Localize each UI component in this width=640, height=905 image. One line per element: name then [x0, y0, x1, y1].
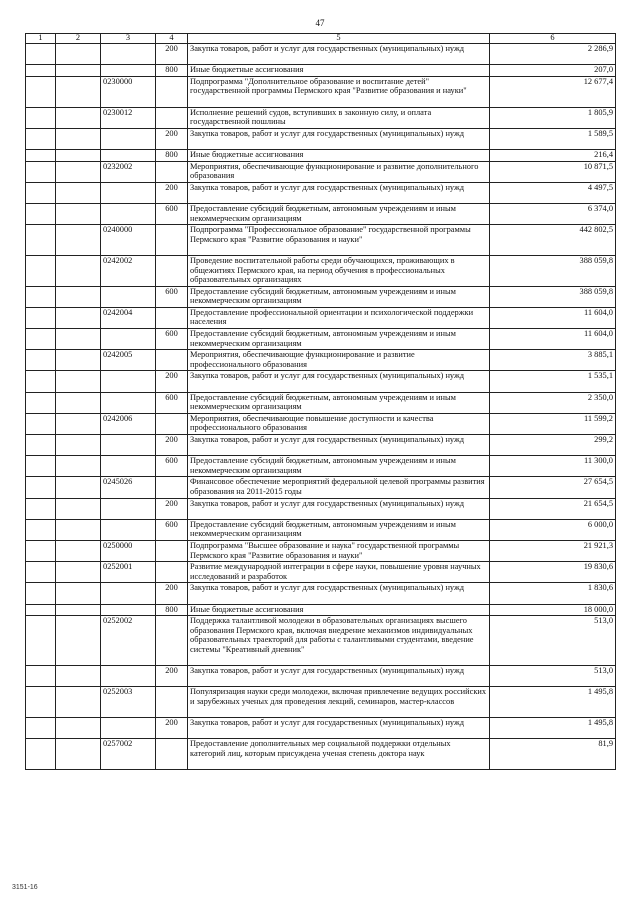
target-code-cell: 0242002: [101, 255, 156, 286]
column-1-cell: [26, 519, 56, 540]
description-cell: Закупка товаров, работ и услуг для государственных (муниципальных) нужд: [188, 182, 490, 203]
table-row: [26, 718, 616, 739]
expense-type-cell: [156, 477, 188, 498]
expense-type-cell: [156, 562, 188, 583]
amount-cell: 19 830,6: [490, 562, 616, 583]
table-row: [26, 76, 616, 107]
table-row: [26, 604, 616, 616]
expense-type-cell: [156, 225, 188, 256]
target-code-cell: [101, 718, 156, 739]
amount-cell: 27 654,5: [490, 477, 616, 498]
amount-cell: 6 374,0: [490, 203, 616, 224]
table-row: [26, 477, 616, 498]
column-1-cell: [26, 65, 56, 77]
column-2-cell: [56, 128, 101, 149]
column-1-cell: [26, 371, 56, 392]
column-2-cell: [56, 329, 101, 350]
expense-type-cell: [156, 76, 188, 107]
target-code-cell: [101, 498, 156, 519]
column-1-cell: [26, 392, 56, 413]
amount-cell: 442 802,5: [490, 225, 616, 256]
expense-type-cell: [156, 687, 188, 718]
column-2-cell: [56, 392, 101, 413]
target-code-cell: 0257002: [101, 739, 156, 770]
description-cell: Иные бюджетные ассигнования: [188, 604, 490, 616]
amount-cell: 81,9: [490, 739, 616, 770]
description-cell: Закупка товаров, работ и услуг для государственных (муниципальных) нужд: [188, 435, 490, 456]
description-cell: Предоставление субсидий бюджетным, автономным учреждениям и иным некоммерческим организациям: [188, 392, 490, 413]
table-row: [26, 583, 616, 604]
description-cell: Закупка товаров, работ и услуг для государственных (муниципальных) нужд: [188, 666, 490, 687]
column-1-cell: [26, 435, 56, 456]
amount-cell: 18 000,0: [490, 604, 616, 616]
expense-type-cell: [156, 255, 188, 286]
description-cell: Мероприятия, обеспечивающие повышение доступности и качества профессионального образования: [188, 413, 490, 434]
column-header-4: 4: [156, 34, 188, 44]
column-2-cell: [56, 687, 101, 718]
column-2-cell: [56, 182, 101, 203]
target-code-cell: 0230000: [101, 76, 156, 107]
amount-cell: 1 495,8: [490, 687, 616, 718]
description-cell: Проведение воспитательной работы среди обучающихся, проживающих в общежитиях Пермского края, на период обучения в профессиональных образовательных организациях: [188, 255, 490, 286]
column-1-cell: [26, 350, 56, 371]
description-cell: Закупка товаров, работ и услуг для государственных (муниципальных) нужд: [188, 128, 490, 149]
target-code-cell: [101, 44, 156, 65]
table-row: [26, 456, 616, 477]
expense-type-cell: 200: [156, 718, 188, 739]
target-code-cell: [101, 435, 156, 456]
expense-type-cell: 200: [156, 435, 188, 456]
description-cell: Предоставление профессиональной ориентации и психологической поддержки населения: [188, 307, 490, 328]
column-2-cell: [56, 562, 101, 583]
description-cell: Закупка товаров, работ и услуг для государственных (муниципальных) нужд: [188, 498, 490, 519]
column-2-cell: [56, 44, 101, 65]
target-code-cell: 0250000: [101, 540, 156, 561]
target-code-cell: [101, 392, 156, 413]
description-cell: Мероприятия, обеспечивающие функционирование и развитие профессионального образования: [188, 350, 490, 371]
amount-cell: 12 677,4: [490, 76, 616, 107]
expense-type-cell: 200: [156, 44, 188, 65]
table-row: [26, 739, 616, 770]
column-2-cell: [56, 666, 101, 687]
column-1-cell: [26, 255, 56, 286]
amount-cell: 388 059,8: [490, 255, 616, 286]
column-2-cell: [56, 739, 101, 770]
description-cell: Предоставление субсидий бюджетным, автономным учреждениям и иным некоммерческим организациям: [188, 329, 490, 350]
target-code-cell: [101, 456, 156, 477]
expense-type-cell: [156, 616, 188, 666]
table-row: [26, 329, 616, 350]
table-row: [26, 562, 616, 583]
column-2-cell: [56, 225, 101, 256]
target-code-cell: [101, 286, 156, 307]
column-2-cell: [56, 583, 101, 604]
target-code-cell: [101, 203, 156, 224]
expense-type-cell: 200: [156, 583, 188, 604]
expense-type-cell: 800: [156, 149, 188, 161]
target-code-cell: 0252002: [101, 616, 156, 666]
description-cell: Развитие международной интеграции в сфере науки, повышение уровня научных исследований и разработок: [188, 562, 490, 583]
column-1-cell: [26, 128, 56, 149]
column-2-cell: [56, 435, 101, 456]
amount-cell: 513,0: [490, 666, 616, 687]
table-row: [26, 687, 616, 718]
column-1-cell: [26, 225, 56, 256]
column-2-cell: [56, 604, 101, 616]
expense-type-cell: 600: [156, 456, 188, 477]
target-code-cell: [101, 666, 156, 687]
column-2-cell: [56, 107, 101, 128]
amount-cell: 2 286,9: [490, 44, 616, 65]
table-row: [26, 225, 616, 256]
column-2-cell: [56, 161, 101, 182]
description-cell: Закупка товаров, работ и услуг для государственных (муниципальных) нужд: [188, 371, 490, 392]
column-1-cell: [26, 44, 56, 65]
expense-type-cell: [156, 739, 188, 770]
amount-cell: 1 495,8: [490, 718, 616, 739]
column-1-cell: [26, 687, 56, 718]
target-code-cell: [101, 329, 156, 350]
description-cell: Подпрограмма "Дополнительное образование и воспитание детей" государственной программы Пермского края "Развитие образования и науки": [188, 76, 490, 107]
column-2-cell: [56, 76, 101, 107]
column-1-cell: [26, 161, 56, 182]
description-cell: Популяризация науки среди молодежи, включая привлечение ведущих российских и зарубежных ученых для проведения лекций, семинаров, мастер-классов: [188, 687, 490, 718]
amount-cell: 2 350,0: [490, 392, 616, 413]
table-header-row: [26, 34, 616, 44]
document-code: 3151-16: [12, 884, 38, 891]
expense-type-cell: 200: [156, 498, 188, 519]
target-code-cell: 0252003: [101, 687, 156, 718]
column-header-5: 5: [188, 34, 490, 44]
column-1-cell: [26, 307, 56, 328]
description-cell: Закупка товаров, работ и услуг для государственных (муниципальных) нужд: [188, 583, 490, 604]
description-cell: Предоставление субсидий бюджетным, автономным учреждениям и иным некоммерческим организациям: [188, 456, 490, 477]
column-1-cell: [26, 583, 56, 604]
description-cell: Закупка товаров, работ и услуг для государственных (муниципальных) нужд: [188, 44, 490, 65]
column-1-cell: [26, 477, 56, 498]
amount-cell: 1 589,5: [490, 128, 616, 149]
target-code-cell: 0245026: [101, 477, 156, 498]
target-code-cell: [101, 583, 156, 604]
description-cell: Финансовое обеспечение мероприятий федеральной целевой программы развития образования на 2011-2015 годы: [188, 477, 490, 498]
table-row: [26, 161, 616, 182]
table-row: [26, 149, 616, 161]
table-row: [26, 498, 616, 519]
column-1-cell: [26, 616, 56, 666]
column-1-cell: [26, 666, 56, 687]
column-1-cell: [26, 329, 56, 350]
column-header-2: 2: [56, 34, 101, 44]
table-row: [26, 182, 616, 203]
column-2-cell: [56, 540, 101, 561]
column-header-6: 6: [490, 34, 616, 44]
column-1-cell: [26, 739, 56, 770]
target-code-cell: [101, 128, 156, 149]
table-row: [26, 666, 616, 687]
amount-cell: 3 885,1: [490, 350, 616, 371]
amount-cell: 513,0: [490, 616, 616, 666]
expense-type-cell: [156, 107, 188, 128]
amount-cell: 216,4: [490, 149, 616, 161]
table-row: [26, 413, 616, 434]
table-row: [26, 307, 616, 328]
table-row: [26, 128, 616, 149]
description-cell: Поддержка талантливой молодежи в образовательных организациях высшего образования Пермского края, включая внедрение механизмов индивидуальных образовательных траекторий для работы с талантливыми студентами, введение системы "Креативный дневник": [188, 616, 490, 666]
column-2-cell: [56, 286, 101, 307]
description-cell: Подпрограмма "Высшее образование и наука" государственной программы Пермского края "Развитие образования и науки": [188, 540, 490, 561]
expense-type-cell: 200: [156, 666, 188, 687]
column-1-cell: [26, 718, 56, 739]
amount-cell: 1 830,6: [490, 583, 616, 604]
column-2-cell: [56, 203, 101, 224]
description-cell: Предоставление субсидий бюджетным, автономным учреждениям и иным некоммерческим организациям: [188, 286, 490, 307]
column-2-cell: [56, 498, 101, 519]
amount-cell: 299,2: [490, 435, 616, 456]
description-cell: Иные бюджетные ассигнования: [188, 65, 490, 77]
description-cell: Предоставление дополнительных мер социальной поддержки отдельных категорий лиц, которым присуждена ученая степень доктора наук: [188, 739, 490, 770]
table-row: [26, 350, 616, 371]
amount-cell: 1 535,1: [490, 371, 616, 392]
expense-type-cell: [156, 540, 188, 561]
table-row: [26, 65, 616, 77]
amount-cell: 10 871,5: [490, 161, 616, 182]
target-code-cell: 0242006: [101, 413, 156, 434]
table-row: [26, 392, 616, 413]
description-cell: Иные бюджетные ассигнования: [188, 149, 490, 161]
amount-cell: 21 921,3: [490, 540, 616, 561]
column-2-cell: [56, 371, 101, 392]
expense-type-cell: 600: [156, 203, 188, 224]
column-1-cell: [26, 540, 56, 561]
column-1-cell: [26, 286, 56, 307]
target-code-cell: 0240000: [101, 225, 156, 256]
column-1-cell: [26, 604, 56, 616]
expense-type-cell: 600: [156, 286, 188, 307]
column-2-cell: [56, 718, 101, 739]
amount-cell: 388 059,8: [490, 286, 616, 307]
expense-type-cell: 200: [156, 128, 188, 149]
column-2-cell: [56, 65, 101, 77]
table-row: [26, 203, 616, 224]
column-2-cell: [56, 307, 101, 328]
amount-cell: 11 604,0: [490, 307, 616, 328]
table-row: [26, 44, 616, 65]
amount-cell: 21 654,5: [490, 498, 616, 519]
target-code-cell: 0230012: [101, 107, 156, 128]
expense-type-cell: [156, 307, 188, 328]
expense-type-cell: 200: [156, 371, 188, 392]
expense-type-cell: [156, 350, 188, 371]
column-1-cell: [26, 456, 56, 477]
amount-cell: 4 497,5: [490, 182, 616, 203]
column-1-cell: [26, 182, 56, 203]
column-1-cell: [26, 413, 56, 434]
target-code-cell: [101, 149, 156, 161]
description-cell: Мероприятия, обеспечивающие функционирование и развитие дополнительного образования: [188, 161, 490, 182]
table-row: [26, 286, 616, 307]
amount-cell: 11 300,0: [490, 456, 616, 477]
description-cell: Закупка товаров, работ и услуг для государственных (муниципальных) нужд: [188, 718, 490, 739]
column-2-cell: [56, 456, 101, 477]
expense-type-cell: 600: [156, 392, 188, 413]
amount-cell: 207,0: [490, 65, 616, 77]
expense-type-cell: [156, 413, 188, 434]
page-number: 47: [315, 18, 325, 28]
amount-cell: 11 599,2: [490, 413, 616, 434]
target-code-cell: [101, 371, 156, 392]
expense-type-cell: 800: [156, 65, 188, 77]
target-code-cell: [101, 519, 156, 540]
target-code-cell: [101, 182, 156, 203]
description-cell: Подпрограмма "Профессиональное образование" государственной программы Пермского края "Развитие образования и науки": [188, 225, 490, 256]
table-body: [26, 44, 616, 770]
table-row: [26, 107, 616, 128]
table-row: [26, 540, 616, 561]
column-2-cell: [56, 255, 101, 286]
expense-type-cell: 200: [156, 182, 188, 203]
amount-cell: 11 604,0: [490, 329, 616, 350]
table-row: [26, 616, 616, 666]
column-2-cell: [56, 519, 101, 540]
target-code-cell: 0252001: [101, 562, 156, 583]
target-code-cell: 0242004: [101, 307, 156, 328]
column-1-cell: [26, 498, 56, 519]
column-2-cell: [56, 350, 101, 371]
target-code-cell: 0242005: [101, 350, 156, 371]
amount-cell: 6 000,0: [490, 519, 616, 540]
description-cell: Предоставление субсидий бюджетным, автономным учреждениям и иным некоммерческим организациям: [188, 519, 490, 540]
column-header-1: 1: [26, 34, 56, 44]
column-1-cell: [26, 149, 56, 161]
budget-table: [25, 33, 616, 770]
description-cell: Предоставление субсидий бюджетным, автономным учреждениям и иным некоммерческим организациям: [188, 203, 490, 224]
column-header-3: 3: [101, 34, 156, 44]
column-1-cell: [26, 76, 56, 107]
target-code-cell: [101, 604, 156, 616]
target-code-cell: [101, 65, 156, 77]
table-row: [26, 519, 616, 540]
expense-type-cell: 800: [156, 604, 188, 616]
column-1-cell: [26, 203, 56, 224]
column-2-cell: [56, 149, 101, 161]
table-row: [26, 255, 616, 286]
column-2-cell: [56, 477, 101, 498]
table-row: [26, 371, 616, 392]
description-cell: Исполнение решений судов, вступивших в законную силу, и оплата государственной пошлины: [188, 107, 490, 128]
column-2-cell: [56, 413, 101, 434]
column-2-cell: [56, 616, 101, 666]
table-row: [26, 435, 616, 456]
expense-type-cell: 600: [156, 519, 188, 540]
column-1-cell: [26, 107, 56, 128]
amount-cell: 1 805,9: [490, 107, 616, 128]
expense-type-cell: [156, 161, 188, 182]
column-1-cell: [26, 562, 56, 583]
target-code-cell: 0232002: [101, 161, 156, 182]
expense-type-cell: 600: [156, 329, 188, 350]
